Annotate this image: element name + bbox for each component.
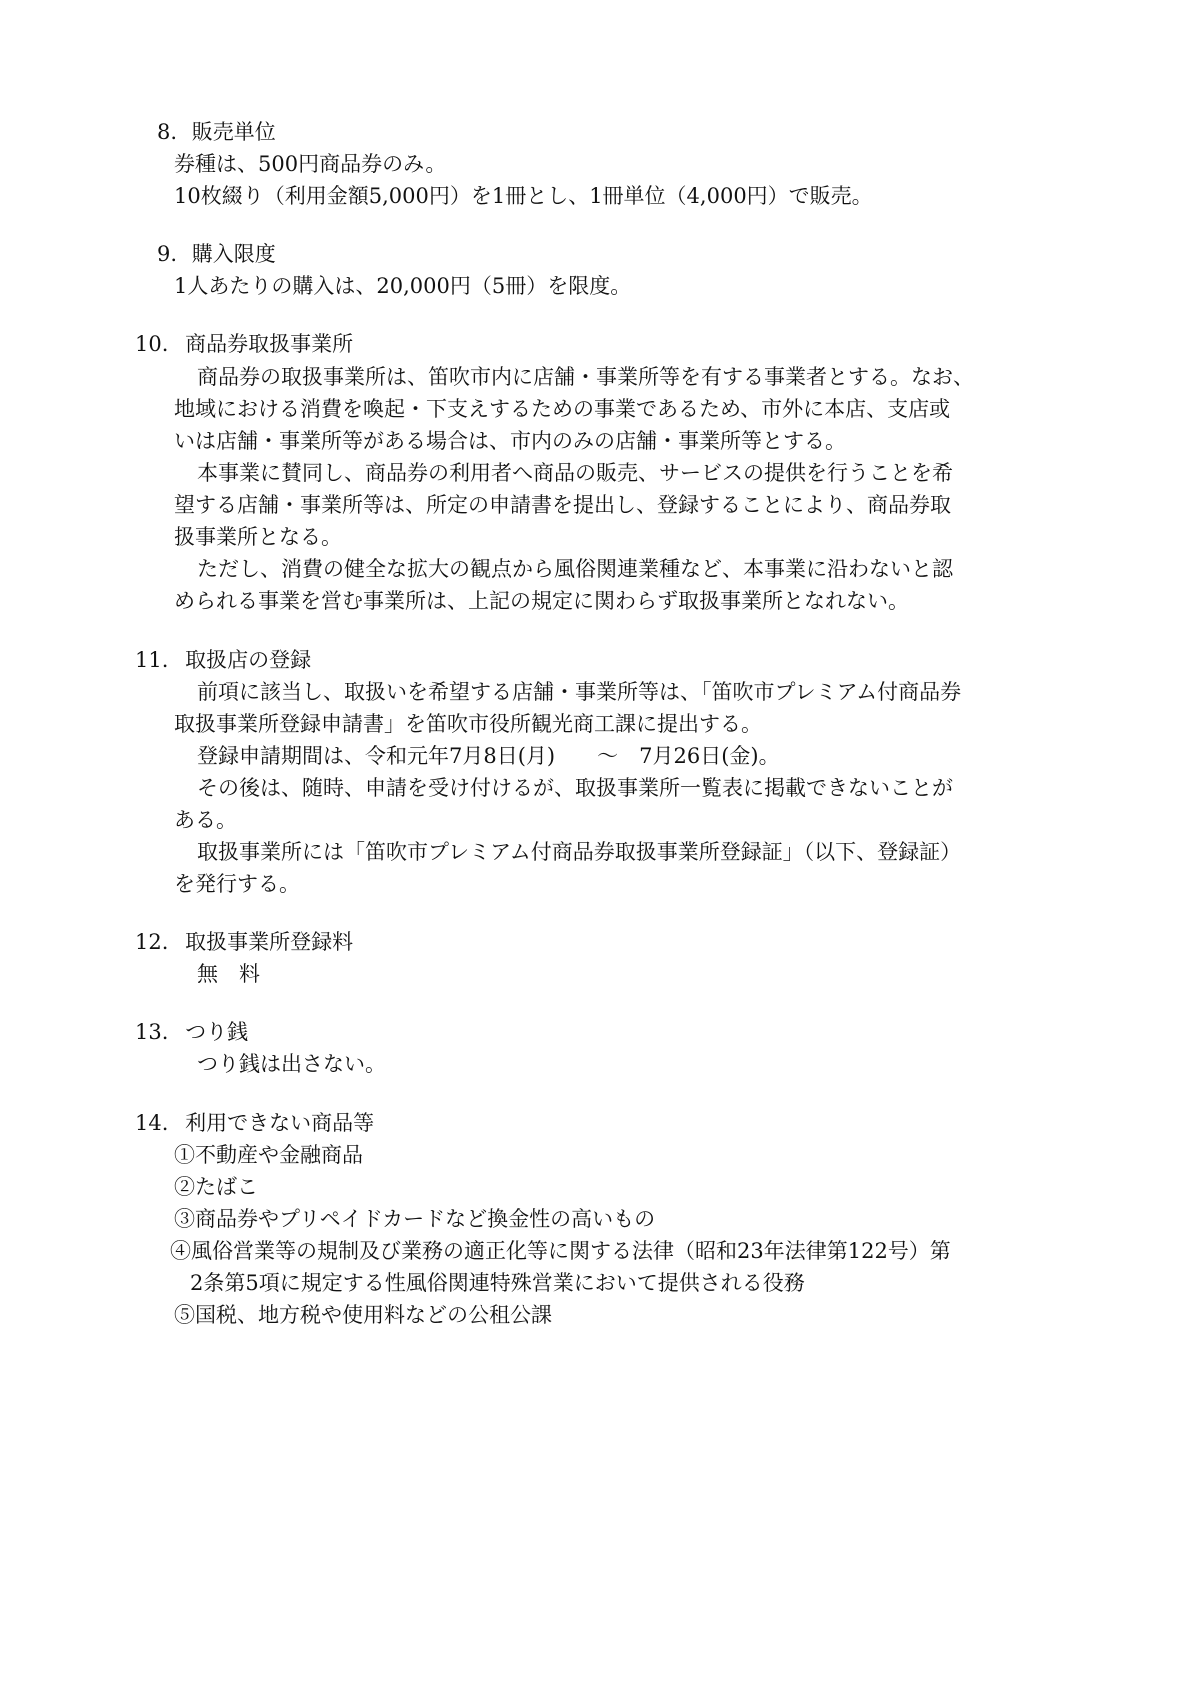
section-number: 14. <box>135 1111 169 1135</box>
body-line: を発行する。 <box>174 872 300 896</box>
section-title: 販売単位 <box>191 120 276 144</box>
body-line: められる事業を営む事業所は、上記の規定に関わらず取扱事業所となれない。 <box>174 589 909 613</box>
body-line: 10枚綴り（利用金額5,000円）を1冊とし、1冊単位（4,000円）で販売。 <box>174 184 873 208</box>
list-item: ⑤国税、地方税や使用料などの公租公課 <box>174 1303 552 1327</box>
body-line: いは店舗・事業所等がある場合は、市内のみの店舗・事業所等とする。 <box>174 429 846 453</box>
section-heading <box>157 238 276 270</box>
body-line: 登録申請期間は、令和元年7月8日(月) ～ 7月26日(金)。 <box>197 744 780 768</box>
body-line: 前項に該当し、取扱いを希望する店舗・事業所等は、「笛吹市プレミアム付商品券 <box>197 680 962 704</box>
section-number: 9. <box>157 242 178 266</box>
section-number: 8. <box>157 120 178 144</box>
body-line: 地域における消費を喚起・下支えするための事業であるため、市外に本店、支店或 <box>174 397 951 421</box>
body-line: つり銭は出さない。 <box>197 1052 386 1076</box>
section-title: 購入限度 <box>191 242 276 266</box>
section-title: つり銭 <box>185 1020 249 1044</box>
section-number: 10. <box>135 332 169 356</box>
section-heading <box>135 328 353 360</box>
body-line: 無 料 <box>197 962 260 986</box>
body-line: ある。 <box>174 808 237 832</box>
body-line: 取扱事業所登録申請書」を笛吹市役所観光商工課に提出する。 <box>174 712 762 736</box>
body-line: 券種は、500円商品券のみ。 <box>174 152 447 176</box>
body-line: 扱事業所となる。 <box>174 525 342 549</box>
section-heading <box>135 644 311 676</box>
list-item: ③商品券やプリペイドカードなど換金性の高いもの <box>174 1207 656 1231</box>
body-line: 本事業に賛同し、商品券の利用者へ商品の販売、サービスの提供を行うことを希 <box>197 461 953 485</box>
section-heading <box>135 1016 248 1048</box>
body-line: 望する店舗・事業所等は、所定の申請書を提出し、登録することにより、商品券取 <box>174 493 951 517</box>
section-heading <box>135 1107 374 1139</box>
body-line: その後は、随時、申請を受け付けるが、取扱事業所一覧表に掲載できないことが <box>197 776 953 800</box>
list-item: ②たばこ <box>174 1175 258 1199</box>
section-number: 11. <box>135 648 169 672</box>
section-number: 13. <box>135 1020 169 1044</box>
body-line: 商品券の取扱事業所は、笛吹市内に店舗・事業所等を有する事業者とする。なお、 <box>197 365 974 389</box>
body-line: 1人あたりの購入は、20,000円（5冊）を限度。 <box>174 274 632 298</box>
list-item: ④風俗営業等の規制及び業務の適正化等に関する法律（昭和23年法律第122号）第 <box>170 1239 951 1263</box>
section-title: 取扱事業所登録料 <box>185 930 354 954</box>
section-title: 商品券取扱事業所 <box>185 332 354 356</box>
body-line: ただし、消費の健全な拡大の観点から風俗関連業種など、本事業に沿わないと認 <box>197 557 953 581</box>
list-item: ①不動産や金融商品 <box>174 1143 363 1167</box>
section-number: 12. <box>135 930 169 954</box>
section-heading <box>157 116 276 148</box>
section-heading <box>135 926 353 958</box>
section-title: 取扱店の登録 <box>185 648 312 672</box>
section-title: 利用できない商品等 <box>185 1111 375 1135</box>
list-item-continuation: 2条第5項に規定する性風俗関連特殊営業において提供される役務 <box>190 1271 805 1295</box>
body-line: 取扱事業所には「笛吹市プレミアム付商品券取扱事業所登録証」（以下、登録証） <box>197 840 962 864</box>
